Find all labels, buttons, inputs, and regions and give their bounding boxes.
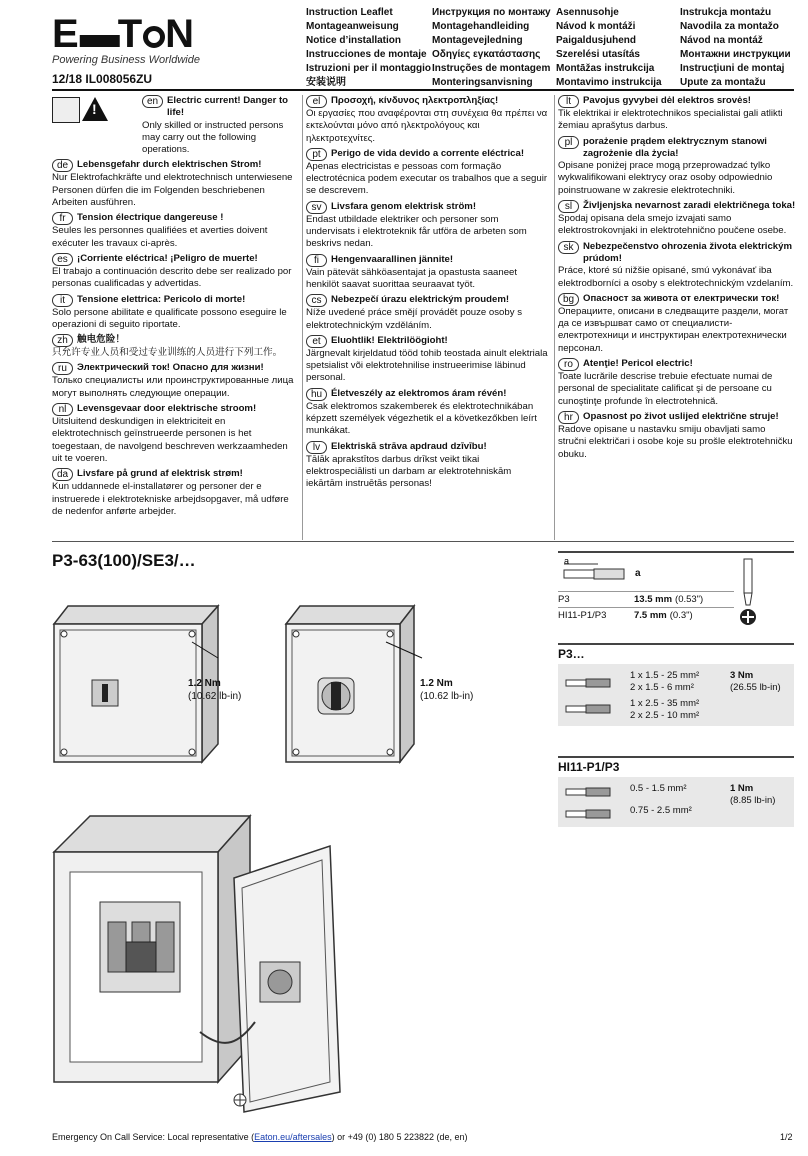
title-4-2: Navodila za montažo (680, 21, 779, 32)
column-divider (302, 95, 303, 540)
title-2-4: Οδηγίες εγκατάστασης (432, 49, 541, 60)
hi11-row-2: 0.75 - 2.5 mm² (630, 805, 692, 816)
language-badge: pl (558, 136, 579, 149)
warning-heading: Elektriskā strāva apdraud dzīvību! (331, 440, 487, 452)
warning-heading: Livsfare på grund af elektrisk strøm! (77, 468, 243, 480)
title-3-5: Montāžas instrukcija (556, 63, 655, 74)
language-badge: sl (558, 200, 579, 213)
title-2-5: Instruções de montagem (432, 63, 551, 74)
warning-sv (306, 201, 550, 251)
language-badge: sk (558, 241, 579, 254)
warning-lt (558, 95, 796, 133)
hi11-row-1: 0.5 - 1.5 mm² (630, 783, 687, 794)
warning-body: Opisane poniżej prace mogą przeprowadzać tylko wykwalifikowani elektrycy oraz osoby odpowiednio poinstruowane w zakresie elektrotechniki. (558, 160, 773, 196)
warnings-column-3 (558, 95, 796, 464)
title-4-3: Návod na montáž (680, 35, 763, 46)
warning-pt (306, 148, 550, 198)
warning-heading: Προσοχή, κίνδυνος ηλεκτροπληξίας! (331, 95, 499, 106)
torque-value: 1.2 Nm (188, 678, 221, 689)
instructed-person-icon (52, 97, 80, 123)
footer-emergency (52, 1132, 468, 1142)
language-badge: cs (306, 294, 327, 307)
title-4-1: Instrukcja montażu (680, 7, 772, 18)
warning-body: Järgnevalt kirjeldatud tööd tohib teostada ainult elektriala spetsialist või elektrotehnilise instrueerimise läbinud personal. (306, 347, 548, 384)
p3-divider (558, 643, 794, 645)
titles-column-2 (432, 6, 551, 90)
wire-strip-illustration (560, 558, 630, 588)
language-badge: en (142, 95, 163, 108)
hi11-torque-value: 1 Nm (730, 783, 754, 794)
language-badge: el (306, 95, 327, 108)
warning-heading: Pavojus gyvybei dėl elektros srovės! (583, 95, 751, 106)
warning-bg (558, 293, 796, 355)
p3-torque (730, 670, 781, 694)
warning-body: Nur Elektrofachkräfte und elektrotechnisch unterwiesene Personen dürfen die im Folgenden beschriebenen Arbeiten ausführen. (52, 172, 293, 209)
logo-wordmark: E▬T N (52, 12, 196, 56)
language-badge: bg (558, 293, 579, 306)
warning-body: Apenas electricistas e pessoas com formação electrotécnica podem executar os trabalhos que a seguir se descrevem. (306, 160, 548, 197)
warning-el (306, 95, 550, 145)
warning-nl (52, 403, 296, 465)
warning-heading: Nebezpečenstvo ohrozenia života elektrickým prúdom! (583, 240, 793, 264)
title-2-2: Montagehandleiding (432, 21, 530, 32)
torque-leader-line (384, 640, 424, 660)
title-1-6: 安装说明 (306, 77, 346, 88)
warning-en (52, 95, 296, 156)
title-2-3: Montagevejledning (432, 35, 523, 46)
title-4-6: Upute za montažu (680, 77, 766, 88)
language-badge: zh (52, 334, 73, 347)
strip-imperial: (0.3") (669, 610, 693, 621)
eaton-logo (52, 14, 212, 66)
titles-column-4 (680, 6, 791, 90)
warning-ru (52, 362, 296, 400)
warning-heading: Levensgevaar door elektrische stroom! (77, 403, 257, 415)
warning-pl (558, 136, 796, 197)
title-1-1: Instruction Leaflet (306, 7, 393, 18)
warning-de (52, 159, 296, 209)
title-2-1: Инструкция по монтажу (432, 7, 551, 18)
warnings-divider (52, 541, 794, 542)
warning-cs (306, 294, 550, 332)
language-badge: nl (52, 403, 73, 416)
p3-torque-value: 3 Nm (730, 670, 754, 681)
warnings-column-2 (306, 95, 550, 494)
title-3-3: Paigaldusjuhend (556, 35, 637, 46)
strip-row (558, 607, 734, 623)
warning-heading: Atenţie! Pericol electric! (583, 358, 693, 370)
title-1-3: Notice d’installation (306, 35, 402, 46)
warning-heading: Tensione elettrica: Pericolo di morte! (77, 293, 246, 305)
torque-value: 1.2 Nm (420, 678, 453, 689)
torque-leader-line (190, 640, 220, 660)
footer-suffix: ) or +49 (0) 180 5 223822 (de, en) (331, 1132, 468, 1142)
warning-heading: Életveszély az elektromos áram révén! (331, 387, 507, 399)
language-badge: fi (306, 254, 327, 267)
language-badge: sv (306, 201, 327, 214)
strip-model: P3 (558, 594, 570, 605)
language-badge: es (52, 253, 73, 266)
language-badge: lt (558, 95, 579, 108)
title-1-5: Istruzioni per il montaggio (306, 63, 431, 74)
warning-sk (558, 241, 796, 290)
title-1-4: Instrucciones de montaje (306, 49, 427, 60)
torque-imperial: (10.62 lb-in) (188, 691, 242, 702)
warning-heading: 触电危险！ (77, 334, 125, 346)
hi11-torque-imperial: (8.85 lb-in) (730, 795, 776, 806)
language-badge: da (52, 468, 73, 481)
screwdriver-icon (736, 557, 760, 627)
warning-body: Οι εργασίες που αναφέρονται στη συνέχεια θα πρέπει να εκτελούνται μόνο από ηλεκτρολόγους και ηλεκτροτεχνίτες. (306, 108, 548, 144)
language-badge: hu (306, 388, 327, 401)
warning-body: Tālāk aprakstītos darbus drīkst veikt tikai elektrospeciālisti un darbam ar elektrotehniskām iekārtām instruētās personas! (306, 453, 512, 490)
titles-column-3 (556, 6, 662, 90)
warning-heading: Опасност за живота от електрически ток! (583, 292, 780, 304)
p3-table (558, 664, 794, 726)
title-2-6: Monteringsanvisning (432, 77, 533, 88)
warning-body: El trabajo a continuación descrito debe ser realizado por personas cualificadas y advertidas. (52, 265, 292, 290)
strip-value: 7.5 mm (634, 610, 667, 621)
torque-label-1 (188, 677, 241, 703)
warning-it (52, 294, 296, 332)
warning-body: Spodaj opisana dela smejo izvajati samo elektrostrokovnjaki in elektrotehnično poučene osebe. (558, 213, 787, 237)
strip-length-label: a (635, 568, 641, 579)
language-badge: lv (306, 441, 327, 454)
danger-triangle-icon: ! (82, 97, 108, 121)
warning-body: Csak elektromos szakemberek és elektrotechnikában képzett személyek végezhetik el a következőkben leírt munkákat. (306, 400, 537, 437)
warning-heading: Электрический ток! Опасно для жизни! (77, 362, 264, 374)
hi11-heading: HI11-P1/P3 (558, 760, 620, 774)
title-4-4: Монтажни инструкции (680, 49, 791, 60)
p3-heading: P3… (558, 647, 585, 661)
language-badge: hr (558, 411, 579, 424)
language-badge: ru (52, 362, 73, 375)
p3-row-1-line-1: 1 x 1.5 - 25 mm² (630, 670, 700, 681)
strip-model: HI11-P1/P3 (558, 610, 607, 621)
warning-heading: Lebensgefahr durch elektrischen Strom! (77, 159, 262, 171)
warning-body: Solo persone abilitate e qualificate possono eseguire le operazioni di seguito riportate. (52, 306, 287, 330)
warning-body: Kun uddannede el-installatører og personer der e instruerede i elektrotekniske arbejdsopgaver, må udføre de nedenfor anførte arbejder. (52, 481, 289, 517)
hi11-torque (730, 783, 775, 807)
hi11-divider (558, 756, 794, 758)
p3-torque-imperial: (26.55 lb-in) (730, 682, 781, 693)
torque-imperial: (10.62 lb-in) (420, 691, 474, 702)
warning-en-box (52, 95, 296, 156)
wire-ferrule-illustration (562, 781, 622, 825)
warning-body: Only skilled or instructed persons may carry out the following operations. (142, 119, 284, 156)
language-badge: fr (52, 212, 73, 225)
warning-et (306, 335, 550, 385)
warning-heading: Nebezpečí úrazu elektrickým proudem! (331, 294, 510, 306)
hi11-table (558, 777, 794, 827)
strip-imperial: (0.53") (675, 594, 704, 605)
language-badge: de (52, 159, 73, 172)
warning-icons (52, 95, 142, 156)
warning-body: Только специалисты или проинструктированные лица могут выполнять следующие операции. (52, 375, 294, 399)
wire-ferrule-illustration (562, 670, 622, 720)
warning-sl (558, 200, 796, 238)
warning-lv (306, 441, 550, 491)
warning-body: Операциите, описани в следващите раздели, могат да се извършват само от специалисти-електротехници и инструктиран електротехнически персонал. (558, 305, 789, 354)
warning-body: Toate lucrările descrise trebuie efectuate numai de personal de specialitate calificat şi de persoane cu cunoştinţe profunde în electrotehnică. (558, 371, 773, 407)
title-3-2: Návod k montáži (556, 21, 636, 32)
warning-body: Endast utbildade elektriker och personer som undervisats i elektroteknik får utföra de arbeten som beskrivs nedan. (306, 213, 527, 250)
warning-fi (306, 254, 550, 292)
warning-da (52, 468, 296, 518)
strip-table (558, 591, 734, 623)
footer-prefix: Emergency On Call Service: Local representative ( (52, 1132, 255, 1142)
warning-es (52, 253, 296, 291)
strip-value: 13.5 mm (634, 594, 673, 605)
language-badge: et (306, 335, 327, 348)
warning-body: 只允许专业人员和受过专业训练的人员进行下列工作。 (52, 347, 283, 359)
enclosure-open-illustration (50, 812, 370, 1128)
p3-row-2 (630, 698, 699, 722)
warning-body: Níže uvedené práce smějí provádět pouze osoby s elektrotechnickým vzděláním. (306, 307, 522, 331)
warning-heading: Electric current! Danger to life! (167, 95, 289, 119)
warning-body: Seules les personnes qualifiées et averties doivent exécuter les travaux ci-après. (52, 225, 268, 249)
title-3-1: Asennusohje (556, 7, 619, 18)
p3-row-2-line-1: 1 x 2.5 - 35 mm² (630, 698, 700, 709)
warning-zh (52, 334, 296, 359)
warning-ro (558, 358, 796, 408)
warning-heading: ¡Corriente eléctrica! ¡Peligro de muerte! (77, 252, 258, 264)
title-1-2: Montageanweisung (306, 21, 399, 32)
language-badge: pt (306, 148, 327, 161)
aftersales-link[interactable]: Eaton.eu/aftersales (254, 1132, 332, 1142)
p3-row-1-line-2: 2 x 1.5 - 6 mm² (630, 682, 694, 693)
warning-heading: Življenjska nevarnost zaradi električnega toka! (583, 200, 796, 212)
warning-hu (306, 388, 550, 438)
column-divider (554, 95, 555, 540)
title-4-5: Instrucţiuni de montaj (680, 63, 785, 74)
language-badge: it (52, 294, 73, 307)
warning-heading: Livsfara genom elektrisk ström! (331, 200, 477, 212)
warning-heading: Opasnost po život uslijed električne struje! (583, 410, 779, 422)
warning-hr (558, 411, 796, 461)
logo-tagline: Powering Business Worldwide (52, 54, 200, 66)
warning-body: Radove opisane u nastavku smiju obavljati samo stručni električari i osobe koje su prošle elektrotehničku obuku. (558, 423, 793, 460)
warning-body: Uitsluitend deskundigen in elektriciteit en elektrotechnisch geïnstrueerde personen is het toegestaan, de navolgend beschreven werkzaamheden uit te voeren. (52, 416, 288, 464)
strip-row (558, 591, 734, 607)
warning-body: Práce, ktoré sú nižšie opisané, smú vykonávať iba elektrodborníci a osoby s elektrotechnickým vzdelaním. (558, 265, 794, 289)
p3-row-1 (630, 670, 699, 694)
p3-row-2-line-2: 2 x 2.5 - 10 mm² (630, 710, 700, 721)
warning-heading: Eluohtlik! Elektrilöögioht! (331, 334, 448, 346)
warning-heading: Hengenvaarallinen jännite! (331, 253, 454, 265)
warnings-column-1 (52, 95, 296, 521)
title-3-4: Szerelési utasítás (556, 49, 640, 60)
titles-column-1 (306, 6, 431, 90)
strip-letter-a: a (564, 558, 570, 566)
warning-heading: Tension électrique dangereuse ! (77, 212, 224, 224)
spec-divider (558, 551, 794, 553)
product-title: P3-63(100)/SE3/… (52, 551, 196, 570)
page-number: 1/2 (780, 1132, 793, 1142)
warning-heading: porażenie prądem elektrycznym stanowi zagrożenie dla życia! (583, 135, 767, 159)
warning-heading: Perigo de vida devido a corrente eléctrica! (331, 147, 525, 159)
torque-label-2 (420, 677, 473, 703)
title-3-6: Montavimo instrukcija (556, 77, 662, 88)
warning-fr (52, 212, 296, 250)
warning-body: Vain pätevät sähköasentajat ja opastusta saaneet henkilöt saavat suorittaa seuraavat työt. (306, 266, 518, 290)
document-number: 12/18 IL008056ZU (52, 72, 153, 86)
warning-body: Tik elektrikai ir elektrotechnikos specialistai gali atlikti žemiau aprašytus darbus. (558, 108, 783, 132)
language-badge: ro (558, 358, 579, 371)
header-divider (52, 89, 794, 91)
